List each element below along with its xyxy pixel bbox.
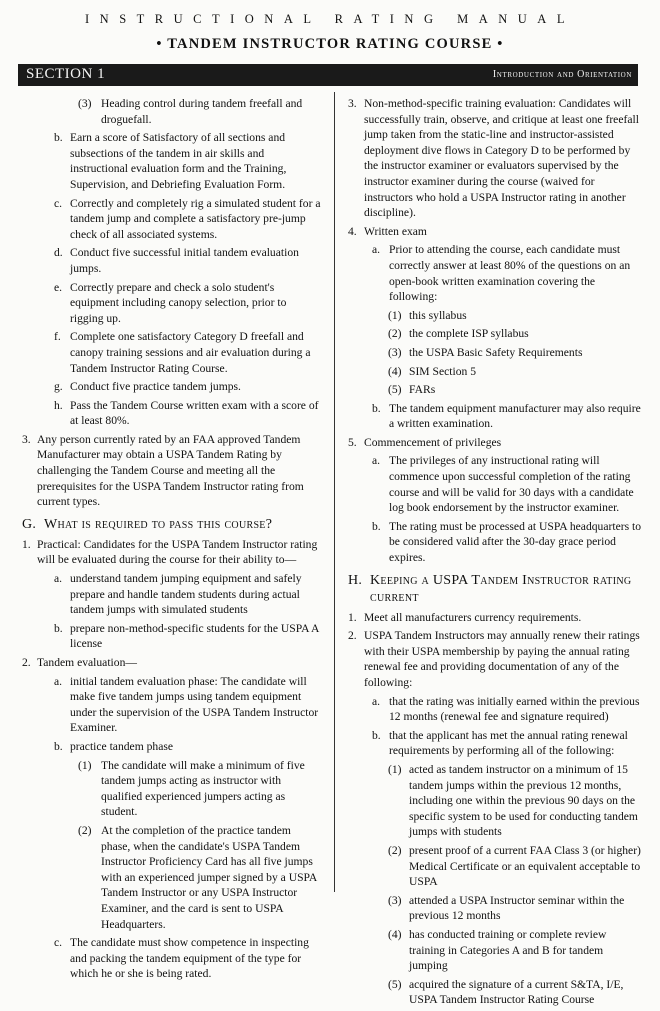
list-item — [22, 96, 322, 127]
list-text: Practical: Candidates for the USPA Tandem Instructor rating will be evaluated during the course for their ability to— — [37, 537, 318, 567]
list-item — [22, 329, 322, 376]
list-text: Any person currently rated by an FAA approved Tandem Manufacturer may obtain a USPA Tandem Rating by challenging the Tandem Course and meeting all the prerequisites for the USPA Tandem Instructor rating from current types. — [37, 432, 304, 509]
list-item — [348, 893, 643, 924]
list-item — [22, 245, 322, 276]
list-item — [22, 280, 322, 327]
list-item — [22, 571, 322, 618]
list-text: The candidate will make a minimum of five tandem jumps acting as instructor with qualified experienced jumpers acting as student. — [101, 758, 305, 819]
list-text: acquired the signature of a current S&TA, I/E, USPA Tandem Instructor Rating Course — [409, 977, 624, 1007]
section-heading — [348, 572, 643, 606]
list-marker: (1) — [388, 308, 402, 322]
list-item — [22, 130, 322, 192]
list-item — [22, 537, 322, 568]
section-label: SECTION 1 — [26, 66, 106, 82]
list-item — [348, 762, 643, 840]
list-item — [348, 519, 643, 566]
list-text: Meet all manufacturers currency requirements. — [364, 610, 582, 624]
list-item — [348, 435, 643, 451]
list-marker: (4) — [388, 364, 402, 378]
list-marker: (3) — [388, 893, 402, 907]
list-text: prepare non-method-specific students for the USPA A license — [70, 621, 319, 651]
list-item — [348, 453, 643, 515]
section-heading — [22, 516, 322, 533]
list-marker: b. — [372, 401, 381, 415]
list-item — [348, 326, 643, 342]
list-item — [22, 621, 322, 652]
list-text: Tandem evaluation— — [37, 656, 137, 669]
list-item — [348, 308, 643, 324]
list-text: initial tandem evaluation phase: The candidate will make five tandem jumps using tandem equipment under the supervision of the USPA Tandem Instructor Examiner. — [70, 674, 319, 735]
list-item — [22, 398, 322, 429]
list-text: Written exam — [364, 224, 427, 238]
list-item — [22, 758, 322, 820]
list-marker: d. — [54, 246, 63, 260]
list-item — [348, 628, 643, 690]
list-marker: f. — [54, 330, 61, 344]
list-marker: 3. — [22, 432, 31, 446]
list-marker: (1) — [388, 762, 402, 776]
list-marker: a. — [372, 454, 381, 468]
list-item — [22, 823, 322, 932]
list-text: present proof of a current FAA Class 3 (or higher) Medical Certificate or an equivalent acceptable to USPA — [409, 843, 641, 889]
list-item — [22, 739, 322, 755]
list-marker: b. — [54, 131, 63, 145]
list-item — [348, 224, 643, 240]
list-text: Conduct five practice tandem jumps. — [70, 380, 241, 394]
list-marker: 2. — [348, 629, 357, 643]
list-marker: 1. — [22, 537, 31, 551]
list-text: Heading control during tandem freefall and droguefall. — [101, 97, 303, 126]
manual-title: INSTRUCTIONAL RATING MANUAL — [85, 12, 575, 26]
list-item — [22, 379, 322, 395]
list-text: FARs — [409, 383, 436, 397]
list-marker: g. — [54, 380, 63, 394]
list-text: the USPA Basic Safety Requirements — [409, 345, 583, 359]
right-column — [348, 96, 643, 1011]
list-marker: (3) — [78, 97, 92, 110]
list-text: Pass the Tandem Course written exam with a score of at least 80%. — [70, 398, 319, 428]
heading-text: Keeping a USPA Tandem Instructor rating current — [370, 572, 632, 605]
list-marker: b. — [54, 621, 63, 635]
list-text: The rating must be processed at USPA headquarters to be considered valid after the 30-day grace period expires. — [389, 519, 642, 565]
list-item — [22, 655, 322, 671]
list-item — [348, 694, 643, 725]
list-marker: a. — [372, 694, 381, 708]
list-text: Earn a score of Satisfactory of all sections and subsections of the tandem in air skills and instructional evaluation form and the Training, Supervision, and Debriefing Evaluation Form. — [70, 131, 287, 191]
list-text: Prior to attending the course, each candidate must correctly answer at least 80% of the questions on an open-book written examination covering the following: — [389, 243, 631, 304]
list-text: has conducted training or complete review training in Categories A and B for tandem jumping — [409, 927, 607, 973]
list-text: understand tandem jumping equipment and safely prepare and handle tandem students during actual tandem jumps with simulated students — [70, 572, 302, 617]
list-item — [348, 927, 643, 974]
list-marker: (4) — [388, 927, 402, 941]
list-item — [348, 977, 643, 1008]
course-title: • TANDEM INSTRUCTOR RATING COURSE • — [156, 36, 504, 52]
list-marker: 3. — [348, 97, 357, 110]
list-text: The tandem equipment manufacturer may also require a written examination. — [389, 401, 641, 431]
list-text: USPA Tandem Instructors may annually renew their ratings with their USPA membership by paying the annual rating renewal fee and providing documentation of any of the following: — [364, 629, 640, 689]
list-item — [348, 401, 643, 432]
list-marker: c. — [54, 936, 63, 950]
list-item — [22, 935, 322, 982]
list-text: SIM Section 5 — [409, 364, 476, 378]
list-marker: a. — [54, 572, 63, 586]
list-text: Commencement of privileges — [364, 435, 502, 449]
list-marker: h. — [54, 398, 63, 412]
list-item — [348, 843, 643, 890]
list-text: The candidate must show competence in inspecting and packing the tandem equipment of the type for which he or she is being rated. — [70, 936, 309, 981]
section-subtitle: Introduction and Orientation — [492, 69, 632, 80]
list-text: the complete ISP syllabus — [409, 327, 529, 341]
list-marker: 2. — [22, 656, 31, 669]
list-marker: 1. — [348, 610, 357, 624]
list-text: At the completion of the practice tandem phase, when the candidate's USPA Tandem Instructor Proficiency Card has all five jumps with an experienced jumper signed by a USPA Tandem Instructor or any USPA Instructor Examiner, and the card is sent to USPA Headquarters. — [101, 823, 317, 931]
list-item — [348, 364, 643, 380]
list-text: The privileges of any instructional rating will commence upon successful completion of the rating course and will be valid for 30 days with a candidate log book endorsement by the instructor examiner. — [389, 454, 634, 515]
list-marker: 4. — [348, 224, 357, 238]
list-item — [22, 196, 322, 243]
list-text: Correctly and completely rig a simulated student for a tandem jump and complete a satisfactory pre-jump check of all associated systems. — [70, 196, 321, 241]
list-text: Complete one satisfactory Category D freefall and canopy training sessions and air evaluation during a Tandem Instructor Rating Course. — [70, 330, 311, 375]
list-marker: 5. — [348, 435, 357, 449]
list-marker: c. — [54, 196, 63, 210]
list-text: practice tandem phase — [70, 739, 174, 753]
list-text: that the applicant has met the annual rating renewal requirements by performing all of the following: — [389, 728, 628, 758]
heading-marker: G. — [22, 516, 37, 532]
list-text: Correctly prepare and check a solo student's equipment including canopy selection, prior to rigging up. — [70, 280, 287, 325]
heading-marker: H. — [348, 572, 363, 588]
list-marker: a. — [372, 243, 381, 257]
list-marker: e. — [54, 280, 63, 294]
list-text: this syllabus — [409, 308, 467, 322]
list-item — [348, 345, 643, 361]
list-item — [348, 242, 643, 304]
list-marker: b. — [372, 728, 381, 742]
list-marker: b. — [372, 519, 381, 533]
heading-text: What is required to pass this course? — [44, 516, 273, 532]
list-text: attended a USPA Instructor seminar within the previous 12 months — [409, 893, 625, 923]
column-divider — [334, 92, 335, 892]
list-item — [22, 432, 322, 510]
list-item — [348, 382, 643, 398]
list-marker: (3) — [388, 345, 402, 359]
list-marker: (2) — [388, 327, 402, 341]
list-text: that the rating was initially earned within the previous 12 months (renewal fee and signature required) — [389, 694, 640, 724]
list-text: Conduct five successful initial tandem evaluation jumps. — [70, 246, 299, 275]
list-marker: (1) — [78, 758, 92, 772]
list-item — [348, 96, 643, 221]
list-text: Non-method-specific training evaluation: Candidates will successfully train, observe, and critique at least one freefall jump taken from the static-line and instructor-assisted deployment dive flows in Category D to be performed by the instructor examiner or evaluators supervised by the instructor examiner during the course (waived for instructors who hold a USPA Instructor rating in another discipline). — [364, 97, 639, 220]
list-marker: (5) — [388, 383, 402, 397]
list-item — [348, 728, 643, 759]
list-marker: (2) — [388, 843, 402, 857]
list-marker: (2) — [78, 823, 92, 837]
list-text: acted as tandem instructor on a minimum of 15 tandem jumps within the previous 12 months, including one within the previous 90 days on the specific system to be used for conducting tandem jumps with students — [409, 762, 638, 839]
list-item — [22, 674, 322, 736]
list-marker: (5) — [388, 977, 402, 991]
list-marker: a. — [54, 674, 63, 688]
left-column — [22, 96, 322, 985]
section-bar — [18, 64, 638, 86]
list-item — [348, 610, 643, 626]
list-marker: b. — [54, 739, 63, 753]
